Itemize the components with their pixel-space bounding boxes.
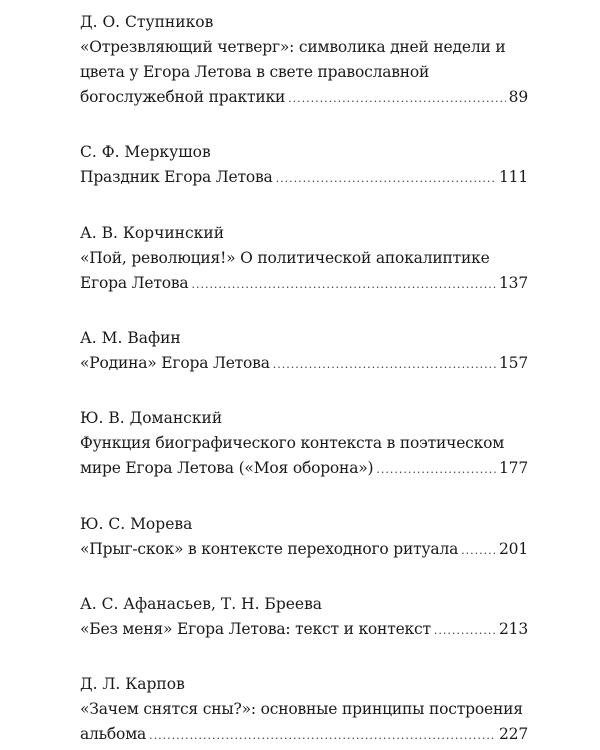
- toc-page-number: 137: [499, 274, 528, 292]
- dot-leader: [191, 272, 496, 297]
- toc-title-last-line[interactable]: [80, 351, 528, 376]
- toc-title-last-line[interactable]: [80, 271, 528, 296]
- dot-leader: [276, 166, 496, 191]
- table-of-contents: [80, 10, 528, 747]
- toc-title-last-line[interactable]: [80, 85, 528, 110]
- toc-title-text: «Родина» Егора Летова: [80, 354, 270, 372]
- toc-title-last-line[interactable]: [80, 165, 528, 190]
- toc-title-line: цвета у Егора Летова в свете православной: [80, 63, 430, 81]
- toc-page-number: 201: [499, 540, 528, 558]
- dot-leader: [461, 538, 496, 563]
- toc-entry: [80, 512, 528, 562]
- toc-entry: [80, 672, 528, 747]
- toc-entry: [80, 140, 528, 190]
- toc-title-text: Праздник Егора Летова: [80, 168, 273, 186]
- toc-title-text: «Без меня» Егора Летова: текст и контекст: [80, 620, 431, 638]
- toc-entry: [80, 592, 528, 642]
- toc-title-last-line[interactable]: [80, 456, 528, 481]
- dot-leader: [376, 457, 496, 482]
- toc-title-last-line[interactable]: [80, 722, 528, 747]
- dot-leader: [149, 723, 496, 748]
- toc-title-text: богослужебной практики: [80, 88, 286, 106]
- toc-title-line: «Пой, революция!» О политической апокалиптике: [80, 249, 490, 267]
- toc-author: Ю. В. Доманский: [80, 409, 223, 427]
- toc-title-line: «Отрезвляющий четверг»: символика дней недели и: [80, 38, 506, 56]
- toc-author: А. М. Вафин: [80, 329, 181, 347]
- dot-leader: [434, 618, 496, 643]
- toc-page-number: 177: [499, 459, 528, 477]
- toc-page-number: 227: [499, 725, 528, 743]
- toc-entry: [80, 221, 528, 296]
- toc-page-number: 111: [499, 168, 528, 186]
- dot-leader: [273, 352, 496, 377]
- toc-title-line: «Зачем снятся сны?»: основные принципы построения: [80, 700, 523, 718]
- toc-entry: [80, 326, 528, 376]
- toc-entry: [80, 10, 528, 110]
- toc-title-text: Егора Летова: [80, 274, 189, 292]
- toc-entry: [80, 406, 528, 481]
- toc-author: Д. О. Ступников: [80, 13, 214, 31]
- toc-page-number: 89: [508, 88, 528, 106]
- toc-author: С. Ф. Меркушов: [80, 143, 211, 161]
- toc-author: Д. Л. Карпов: [80, 675, 185, 693]
- toc-title-last-line[interactable]: [80, 617, 528, 642]
- toc-author: Ю. С. Морева: [80, 515, 193, 533]
- toc-page-number: 157: [499, 354, 528, 372]
- toc-author: А. В. Корчинский: [80, 224, 225, 242]
- dot-leader: [288, 86, 506, 111]
- toc-title-text: мире Егора Летова («Моя оборона»): [80, 459, 374, 477]
- toc-title-text: альбома: [80, 725, 147, 743]
- toc-author: А. С. Афанасьев, Т. Н. Бреева: [80, 595, 323, 613]
- toc-title-text: «Прыг-скок» в контексте переходного ритуала: [80, 540, 459, 558]
- toc-title-last-line[interactable]: [80, 537, 528, 562]
- toc-page-number: 213: [499, 620, 528, 638]
- toc-title-line: Функция биографического контекста в поэтическом: [80, 434, 505, 452]
